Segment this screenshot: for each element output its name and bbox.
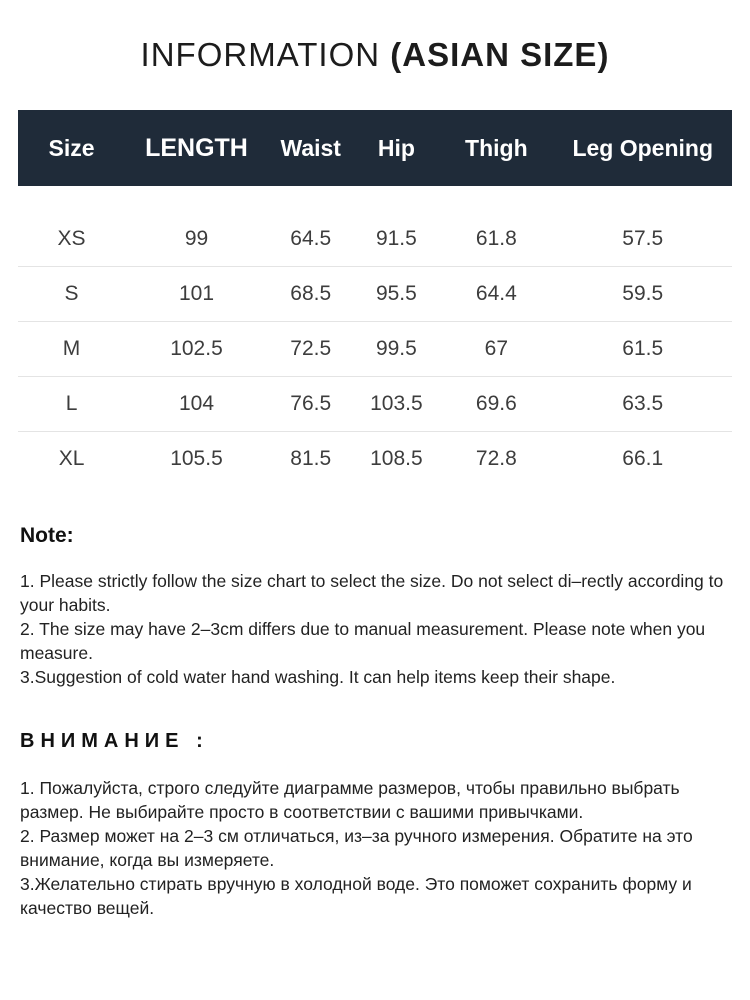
table-row-xl — [18, 432, 732, 487]
column-header-size: Size — [18, 110, 125, 186]
cell-thigh: 67 — [439, 322, 553, 377]
cell-leg-opening: 61.5 — [553, 322, 732, 377]
cell-thigh: 64.4 — [439, 267, 553, 322]
cell-length: 102.5 — [125, 322, 268, 377]
cell-size: L — [18, 377, 125, 432]
cell-waist: 72.5 — [268, 322, 354, 377]
table-row-s — [18, 267, 732, 322]
cell-leg-opening: 57.5 — [622, 227, 664, 250]
cell-size: M — [18, 322, 125, 377]
attention-item-3: 3.Желательно стирать вручную в холодной воде. Это поможет сохранить форму и качество вещей. — [20, 873, 692, 918]
cell-leg-opening: 59.5 — [553, 267, 732, 322]
note-item-3: 3.Suggestion of cold water hand washing. It can help items keep their shape. — [20, 666, 616, 687]
size-table — [18, 110, 732, 486]
cell-waist: 68.5 — [268, 267, 354, 322]
cell-waist: 76.5 — [268, 377, 354, 432]
cell-size: S — [18, 267, 125, 322]
attention-item-1: 1. Пожалуйста, строго следуйте диаграмме размеров, чтобы правильно выбрать размер. Не выбирайте просто в соответствии с вашими привычками. — [20, 777, 680, 822]
cell-hip: 95.5 — [354, 267, 440, 322]
cell-length: 101 — [125, 267, 268, 322]
note-item-1: 1. Please strictly follow the size chart to select the size. Do not select di–rectly according to your habits. — [20, 571, 724, 615]
cell-thigh: 69.6 — [439, 377, 553, 432]
column-header-length: LENGTH — [125, 110, 268, 186]
cell-hip: 91.5 — [375, 227, 417, 250]
column-header-hip: Hip — [354, 110, 440, 186]
column-header-thigh: Thigh — [439, 110, 553, 186]
cell-hip: 103.5 — [354, 377, 440, 432]
cell-hip: 99.5 — [354, 322, 440, 377]
cell-leg-opening: 63.5 — [553, 377, 732, 432]
notes-section — [0, 524, 750, 961]
cell-length: 99 — [184, 227, 209, 250]
table-row-l — [18, 377, 732, 432]
table-header-row — [18, 110, 732, 186]
cell-length: 104 — [125, 377, 268, 432]
column-header-waist: Waist — [268, 110, 354, 186]
column-header-leg-opening: Leg Opening — [553, 110, 732, 186]
title-bold-part: (ASIAN SIZE) — [390, 36, 610, 73]
cell-size: XS — [57, 227, 86, 250]
attention-heading: ВНИМАНИЕ : — [20, 729, 209, 752]
attention-list — [20, 777, 730, 921]
cell-leg-opening: 66.1 — [553, 432, 732, 487]
cell-hip: 108.5 — [354, 432, 440, 487]
note-item-2: 2. The size may have 2–3cm differs due to manual measurement. Please note when you measure. — [20, 618, 706, 663]
note-list — [20, 570, 730, 690]
page-title — [0, 0, 750, 102]
cell-length: 105.5 — [125, 432, 268, 487]
cell-size: XL — [18, 432, 125, 487]
title-regular-part: INFORMATION — [140, 36, 381, 73]
note-heading: Note: — [20, 524, 74, 547]
table-row-m — [18, 322, 732, 377]
cell-thigh: 61.8 — [475, 227, 517, 250]
cell-thigh: 72.8 — [439, 432, 553, 487]
attention-item-2: 2. Размер может на 2–3 см отличаться, из–за ручного измерения. Обратите на это внимание, когда вы измеряете. — [20, 825, 693, 870]
cell-waist: 81.5 — [268, 432, 354, 487]
cell-waist: 64.5 — [290, 227, 332, 250]
table-row-xs — [18, 212, 732, 267]
